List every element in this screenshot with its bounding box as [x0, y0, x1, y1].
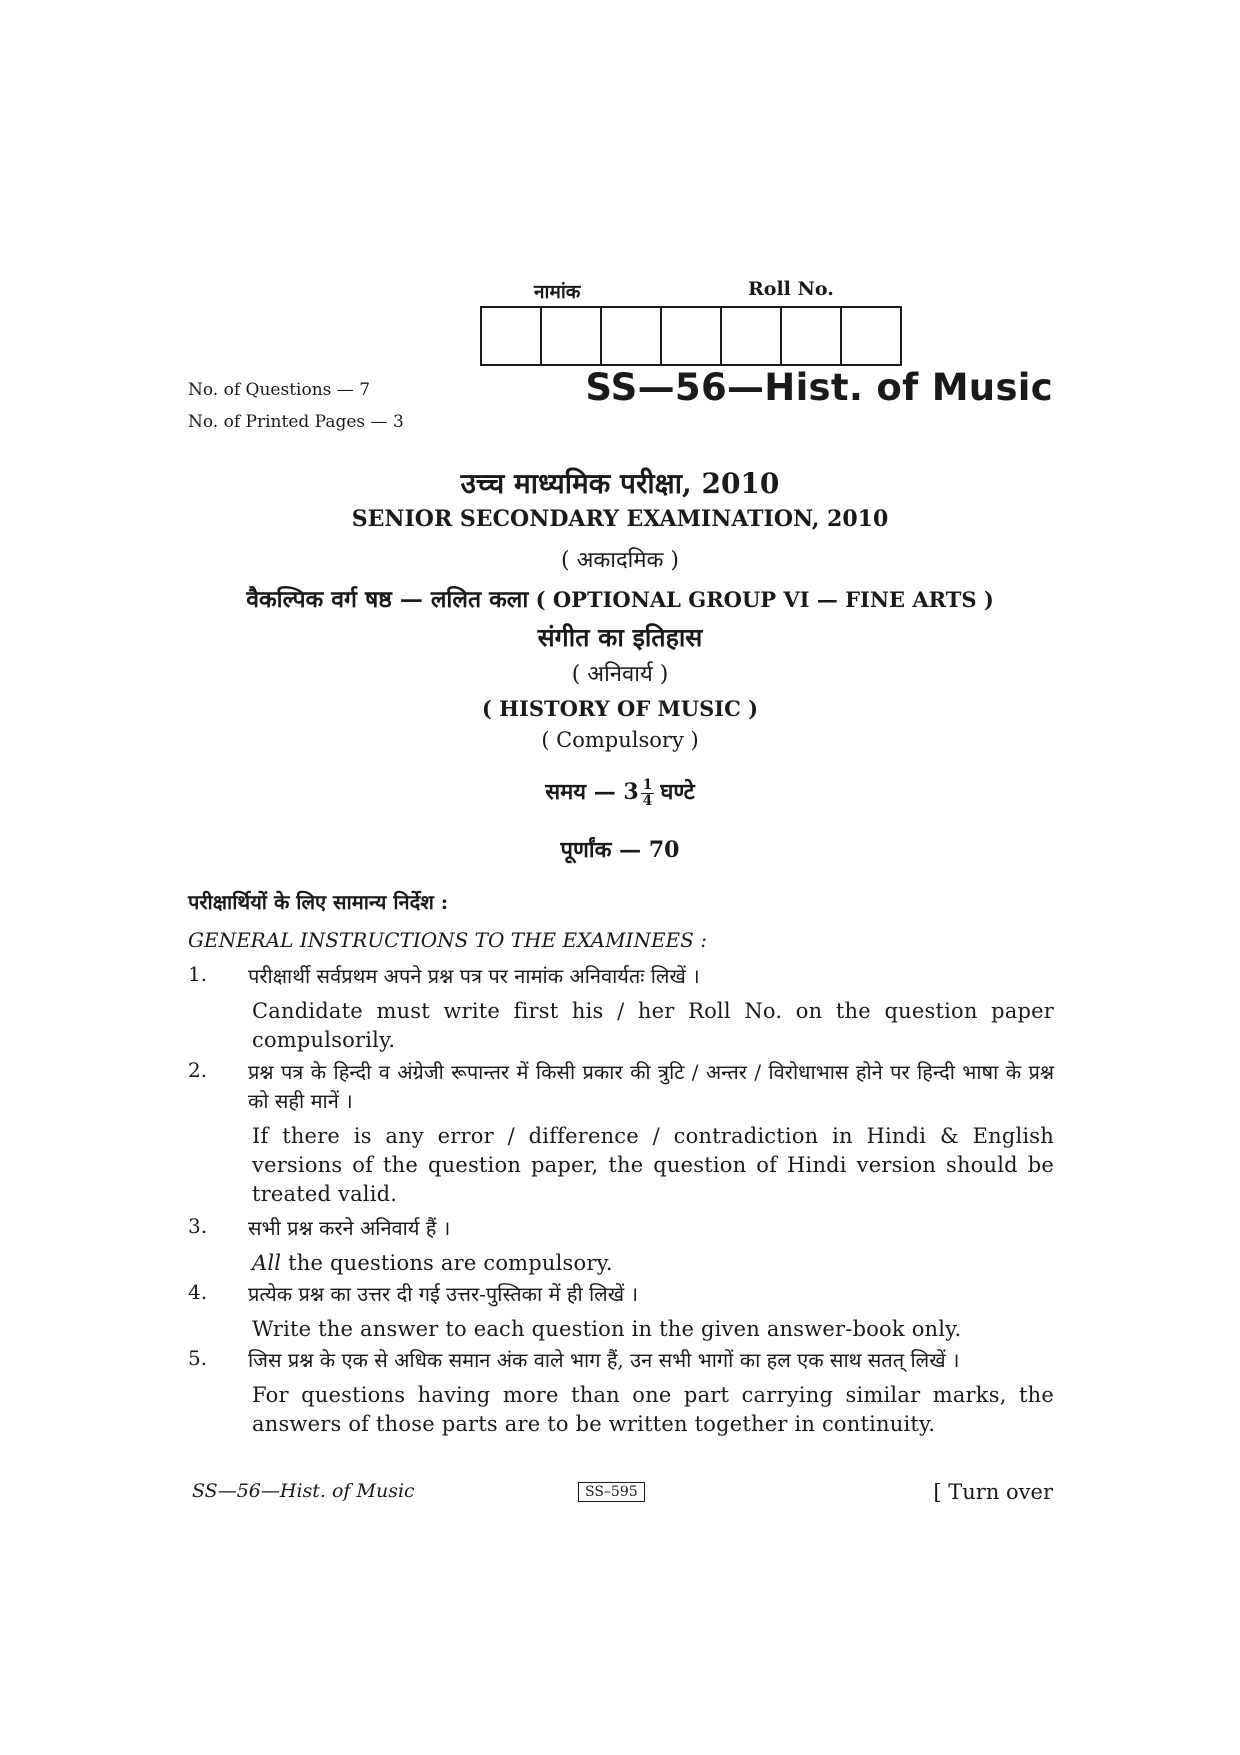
- roll-box[interactable]: [482, 308, 542, 364]
- instruction-number: 2.: [188, 1058, 208, 1082]
- instruction-number: 3.: [188, 1214, 208, 1238]
- exam-title-english: SENIOR SECONDARY EXAMINATION, 2010: [351, 506, 889, 532]
- exam-title-hindi: उच्च माध्यमिक परीक्षा, 2010: [460, 467, 780, 500]
- group-english: ( OPTIONAL GROUP VI — FINE ARTS ): [528, 587, 994, 612]
- instruction-item: [188, 1058, 1054, 1209]
- time-allowed: [0, 776, 1240, 809]
- roll-box[interactable]: [722, 308, 782, 364]
- roll-number-labels: [480, 278, 900, 304]
- footer-serial-code: SS–595: [578, 1482, 645, 1502]
- time-fraction: [641, 778, 655, 809]
- group-hindi: वैकल्पिक वर्ग षष्ठ — ललित कला: [246, 586, 529, 613]
- instruction-english: [252, 1249, 1054, 1278]
- instruction-english: Write the answer to each question in the given answer-book only.: [252, 1317, 962, 1341]
- paper-code: SS—56—Hist. of Music: [585, 366, 1053, 409]
- footer-paper-code: SS—56—Hist. of Music: [192, 1480, 415, 1502]
- fraction-denominator: 4: [642, 792, 653, 809]
- roll-box[interactable]: [602, 308, 662, 364]
- number-of-pages: No. of Printed Pages — 3: [188, 412, 404, 432]
- instruction-hindi: प्रश्न पत्र के हिन्दी व अंग्रेजी रूपान्तर में किसी प्रकार की त्रुटि / अन्तर / विरोधाभास होने पर हिन्दी भाषा के प्रश्न को सही मानें ।: [248, 1060, 1054, 1113]
- time-suffix: घण्टे: [660, 779, 695, 805]
- academic-label: ( अकादमिक ): [561, 548, 679, 573]
- roll-box[interactable]: [662, 308, 722, 364]
- instruction-number: 4.: [188, 1280, 208, 1304]
- optional-group: [0, 582, 1240, 614]
- roll-number-boxes: [480, 306, 902, 366]
- instruction-english-rest: the questions are compulsory.: [281, 1251, 613, 1275]
- instruction-english: For questions having more than one part carrying similar marks, the answers of those parts are to be written together in continuity.: [252, 1383, 1054, 1436]
- subject-english: ( HISTORY OF MUSIC ): [481, 696, 759, 721]
- instruction-item: [188, 1214, 1054, 1278]
- fraction-numerator: 1: [642, 776, 653, 793]
- instructions-title-english: GENERAL INSTRUCTIONS TO THE EXAMINEES :: [188, 928, 707, 952]
- instruction-number: 1.: [188, 962, 208, 986]
- instruction-item: [188, 1280, 1054, 1344]
- instruction-english: Candidate must write first his / her Roll No. on the question paper compulsorily.: [252, 999, 1054, 1052]
- instruction-hindi: प्रत्येक प्रश्न का उत्तर दी गई उत्तर-पुस्तिका में ही लिखें ।: [248, 1282, 639, 1306]
- roll-box[interactable]: [842, 308, 900, 364]
- turn-over-note: [ Turn over: [933, 1480, 1053, 1504]
- roll-box[interactable]: [542, 308, 602, 364]
- compulsory-english: ( Compulsory ): [541, 728, 699, 752]
- instruction-hindi: जिस प्रश्न के एक से अधिक समान अंक वाले भाग हैं, उन सभी भागों का हल एक साथ सतत् लिखें ।: [248, 1348, 960, 1372]
- roll-label-english: Roll No.: [748, 278, 834, 300]
- number-of-questions: No. of Questions — 7: [188, 380, 371, 400]
- instructions-title-hindi: परीक्षार्थियों के लिए सामान्य निर्देश :: [188, 890, 449, 914]
- instruction-hindi: परीक्षार्थी सर्वप्रथम अपने प्रश्न पत्र पर नामांक अनिवार्यतः लिखें ।: [248, 964, 700, 988]
- subject-hindi: संगीत का इतिहास: [537, 623, 703, 652]
- time-prefix: समय — 3: [545, 779, 639, 805]
- roll-box[interactable]: [782, 308, 842, 364]
- instruction-english: If there is any error / difference / contradiction in Hindi & English versions of the question paper, the question of Hindi version should be treated valid.: [252, 1124, 1054, 1206]
- emphasis-all: All: [252, 1251, 282, 1275]
- instruction-hindi: सभी प्रश्न करने अनिवार्य हैं ।: [248, 1216, 451, 1240]
- instruction-number: 5.: [188, 1346, 208, 1370]
- maximum-marks: पूर्णांक — 70: [560, 837, 680, 863]
- roll-label-hindi: नामांक: [534, 281, 581, 303]
- instruction-item: [188, 962, 1054, 1055]
- instruction-item: [188, 1346, 1054, 1439]
- compulsory-hindi: ( अनिवार्य ): [571, 662, 669, 687]
